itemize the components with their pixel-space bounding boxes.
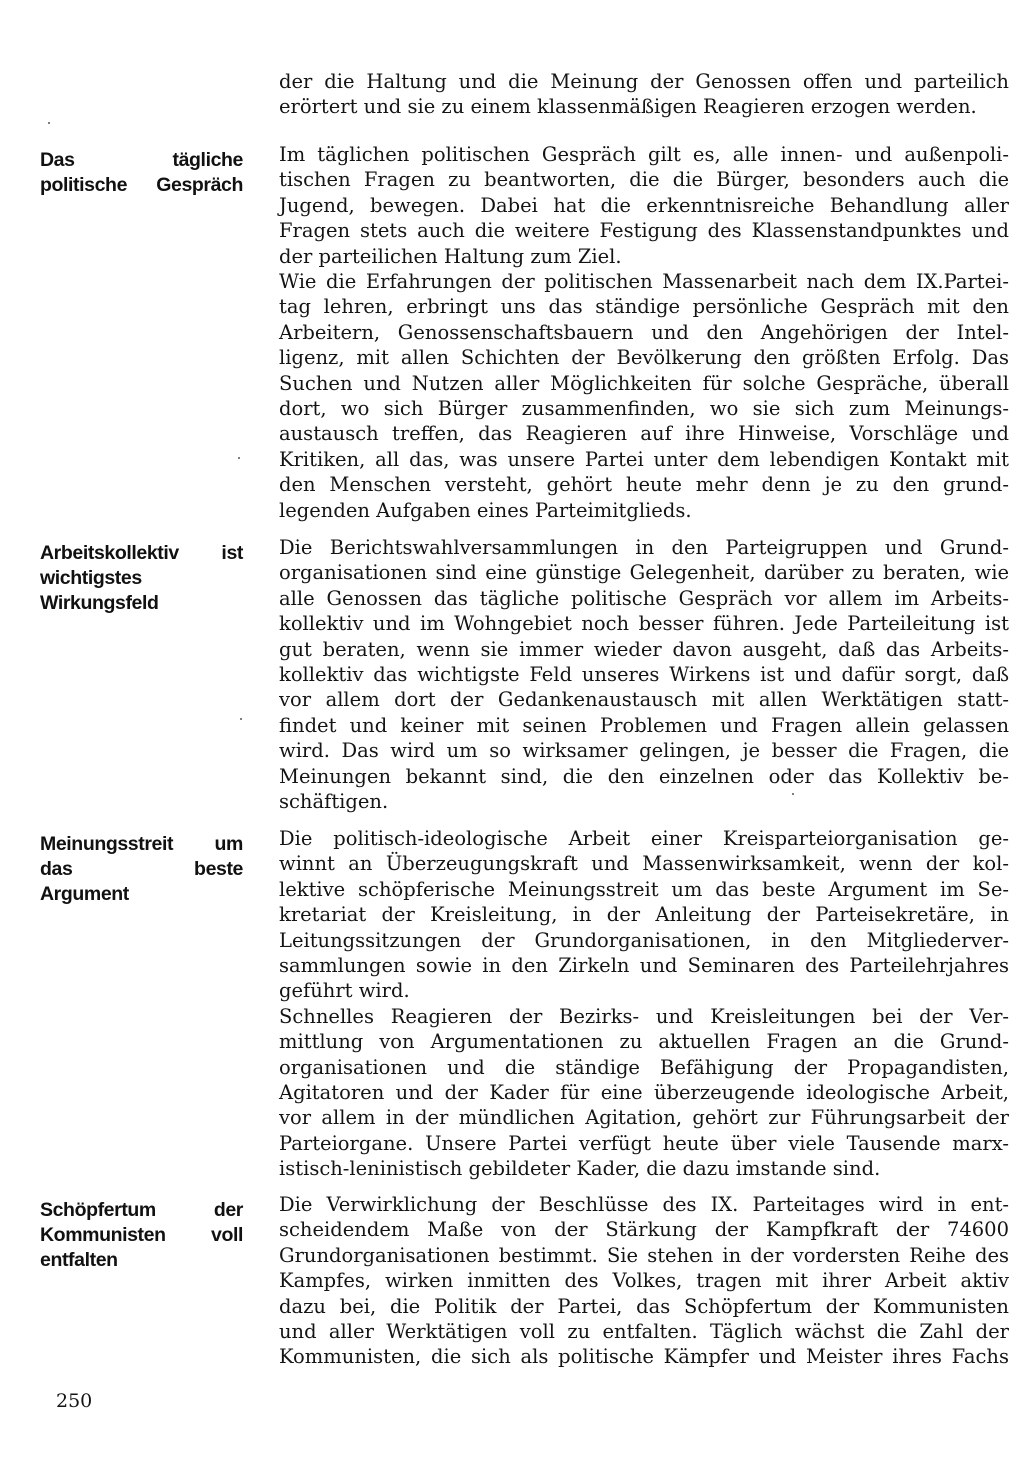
text-line: tag lehren, erbringt uns das ständige persönliche Gespräch mit den [279,295,1009,319]
scan-speck [792,793,794,795]
text-line: Schnelles Reagieren der Bezirks- und Kreisleitungen bei der Ver- [279,1004,1009,1028]
text-line: der parteilichen Haltung zum Ziel. [279,244,622,268]
text-line: den Menschen versteht, gehört heute mehr denn je zu den grund- [279,473,1009,497]
text-line: Kritiken, all das, was unsere Partei unter dem lebendigen Kontakt mit [279,447,1009,471]
text-line: kollektiv und im Wohngebiet noch besser führen. Jede Parteileitung ist [279,612,1009,636]
text-line: schäftigen. [279,790,389,814]
margin-heading-line: Arbeitskollektiv ist [40,542,243,564]
margin-heading-line: politische Gespräch [40,174,243,196]
margin-heading-debate [40,832,243,907]
text-line: vor allem in der mündlichen Agitation, gehört zur Führungsarbeit der [279,1106,1009,1130]
text-line: gut beraten, wenn sie immer wieder davon ausgeht, daß das Arbeits- [279,637,1009,661]
margin-heading-creativity [40,1198,243,1273]
scan-speck [48,122,50,124]
margin-heading-line: Schöpfertum der [40,1199,243,1221]
scan-speck [238,457,240,459]
text-line: dazu bei, die Politik der Partei, das Schöpfertum der Kommunisten [279,1294,1009,1318]
text-line: Jugend, bewegen. Dabei hat die erkenntnisreiche Behandlung aller [279,193,1009,217]
text-line: winnt an Überzeugungskraft und Massenwirksamkeit, wenn der kol- [279,852,1009,876]
text-line: Leitungssitzungen der Grundorganisationen, in den Mitgliederver- [279,928,1009,952]
margin-heading-line: Das tägliche [40,149,243,171]
text-line: legenden Aufgaben eines Parteimitglieds. [279,498,692,522]
text-line: kollektiv das wichtigste Feld unseres Wirkens ist und dafür sorgt, daß [279,663,1009,687]
margin-heading-work-collective [40,541,243,616]
text-line: wird. Das wird um so wirksamer gelingen, je besser die Fragen, die [279,739,1009,763]
page-number: 250 [56,1390,93,1412]
text-line: mittlung von Argumentationen zu aktuellen Fragen an die Grund- [279,1030,1009,1054]
text-line: erörtert und sie zu einem klassenmäßigen Reagieren erzogen werden. [279,95,977,119]
text-line: und aller Werktätigen voll zu entfalten. Täglich wächst die Zahl der [279,1320,1009,1344]
text-line: Meinungen bekannt sind, die den einzelnen oder das Kollektiv be- [279,764,1009,788]
text-line: organisationen sind eine günstige Gelegenheit, darüber zu beraten, wie [279,561,1009,585]
margin-heading-line: wichtigstes [40,567,142,589]
text-line: Parteiorgane. Unsere Partei verfügt heute über viele Tausende marx- [279,1131,1009,1155]
text-line: Im täglichen politischen Gespräch gilt es, alle innen- und außenpoli- [279,143,1009,166]
margin-heading-daily-conversation [40,148,243,198]
text-line: der die Haltung und die Meinung der Genossen offen und parteilich [279,70,1009,93]
text-line: Agitatoren und der Kader für eine überzeugende ideologische Arbeit, [279,1081,1009,1105]
margin-heading-line: das beste [40,858,243,880]
text-line: Kommunisten, die sich als politische Kämpfer und Meister ihres Fachs [279,1345,1009,1369]
text-line: lektive schöpferische Meinungsstreit um das beste Argument im Se- [279,877,1009,901]
text-line: istisch-leninistisch gebildeter Kader, die dazu imstande sind. [279,1157,881,1181]
text-line: tischen Fragen zu beantworten, die die Bürger, besonders auch die [279,168,1009,192]
text-line: Die politisch-ideologische Arbeit einer Kreisparteiorganisation ge- [279,827,1009,850]
margin-heading-line: Meinungsstreit um [40,833,243,855]
scan-speck [240,718,242,720]
text-line: kretariat der Kreisleitung, in der Anleitung der Parteisekretäre, in [279,903,1009,927]
margin-heading-line: Wirkungsfeld [40,592,159,614]
text-line: scheidendem Maße von der Stärkung der Kampfkraft der 74600 [279,1218,1009,1242]
text-line: Die Berichtswahlversammlungen in den Parteigruppen und Grund- [279,536,1009,559]
text-line: ligenz, mit allen Schichten der Bevölkerung den größten Erfolg. Das [279,346,1009,370]
margin-heading-line: entfalten [40,1249,118,1271]
text-line: Die Verwirklichung der Beschlüsse des IX. Parteitages wird in ent- [279,1193,1009,1216]
text-line: dort, wo sich Bürger zusammenfinden, wo sie sich zum Meinungs- [279,397,1009,421]
text-line: Wie die Erfahrungen der politischen Massenarbeit nach dem IX.Partei- [279,270,1009,294]
text-line: Arbeitern, Genossenschaftsbauern und den Angehörigen der Intel- [279,320,1009,344]
text-line: Suchen und Nutzen aller Möglichkeiten für solche Gespräche, überall [279,371,1009,395]
text-line: vor allem dort der Gedankenaustausch mit allen Werktätigen statt- [279,688,1009,712]
paragraph-debate [279,826,1009,1182]
paragraph-daily-conversation [279,142,1009,523]
text-line: austausch treffen, das Reagieren auf ihre Hinweise, Vorschläge und [279,422,1009,446]
text-line: sammlungen sowie in den Zirkeln und Seminaren des Parteilehrjahres [279,954,1009,978]
text-line: Fragen stets auch die weitere Festigung des Klassenstandpunktes und [279,219,1009,243]
paragraph-work-collective [279,535,1009,814]
text-line: Grundorganisationen bestimmt. Sie stehen in der vordersten Reihe des [279,1243,1009,1267]
paragraph-creativity [279,1192,1009,1370]
text-line: alle Genossen das tägliche politische Gespräch vor allem im Arbeits- [279,586,1009,610]
text-line: organisationen und die ständige Befähigung der Propagandisten, [279,1055,1009,1079]
text-line: findet und keiner mit seinen Problemen und Fragen allein gelassen [279,713,1009,737]
paragraph-continuation [279,69,1009,120]
margin-heading-line: Argument [40,883,129,905]
text-line: Kampfes, wirken inmitten des Volkes, tragen mit ihrer Arbeit aktiv [279,1269,1009,1293]
text-line: geführt wird. [279,979,410,1003]
margin-heading-line: Kommunisten voll [40,1224,243,1246]
